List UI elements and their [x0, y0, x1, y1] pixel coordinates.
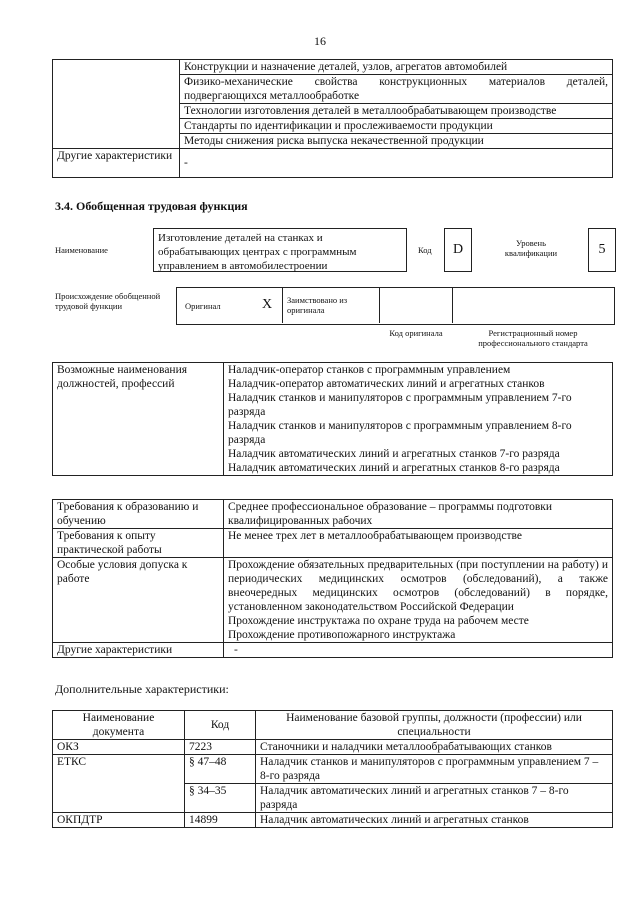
header-code: Код: [185, 711, 256, 740]
position-item: Наладчик станков и манипуляторов с программным управлением 7-го разряда: [228, 392, 572, 418]
requirement-value: -: [224, 643, 613, 658]
other-characteristics-value: -: [180, 149, 613, 178]
code-caption: Код оригинала: [389, 328, 443, 338]
knowledge-row: Стандарты по идентификации и прослеживаемости продукции: [180, 119, 613, 134]
requirement-line: Прохождение обязательных предварительных (при поступлении на работу) и периодических медицинских осмотров (обследований), а также внеочередных медицинских осмотров (обследований) в порядке, установленном законодательством Российской Федерации: [228, 559, 608, 613]
okz-name: Станочники и наладчики металлообрабатывающих станков: [256, 740, 613, 755]
name-label: Наименование: [55, 245, 108, 255]
requirements-table: [52, 499, 613, 658]
positions-label: Возможные наименования должностей, профессий: [53, 363, 224, 476]
origin-divider: [452, 287, 453, 323]
requirement-value: Не менее трех лет в металлообрабатывающем производстве: [224, 529, 613, 558]
okz-doc: ОКЗ: [53, 740, 185, 755]
requirement-line: Прохождение инструктажа по охране труда на рабочем месте: [228, 615, 529, 627]
origin-divider: [282, 287, 283, 323]
position-item: Наладчик автоматических линий и агрегатных станков 7-го разряда: [228, 448, 560, 460]
requirement-value: Среднее профессиональное образование – программы подготовки квалифицированных рабочих: [224, 500, 613, 529]
requirement-value: [224, 558, 613, 643]
code-value-box: D: [444, 228, 472, 272]
requirement-label: Особые условия допуска к работе: [53, 558, 224, 643]
etks-name: Наладчик станков и манипуляторов с программным управлением 7 – 8-го разряда: [256, 755, 613, 784]
okpdtr-name: Наладчик автоматических линий и агрегатных станков: [256, 813, 613, 828]
section-title: 3.4. Обобщенная трудовая функция: [55, 199, 248, 213]
etks-name: Наладчик автоматических линий и агрегатных станков 7 – 8-го разряда: [256, 784, 613, 813]
okz-code: 7223: [185, 740, 256, 755]
knowledge-label-cell: [53, 60, 180, 149]
knowledge-row: Физико-механические свойства конструкционных материалов деталей, подвергающихся металлообработке: [180, 75, 613, 104]
okpdtr-doc: ОКПДТР: [53, 813, 185, 828]
etks-code: § 47–48: [185, 755, 256, 784]
other-characteristics-label: Другие характеристики: [53, 149, 180, 178]
origin-divider: [379, 287, 380, 323]
borrowed-label: Заимствовано из оригинала: [287, 295, 348, 315]
knowledge-row: Методы снижения риска выпуска некачественной продукции: [180, 134, 613, 149]
positions-list: [224, 363, 613, 476]
knowledge-row: Технологии изготовления деталей в металлообрабатывающем производстве: [180, 104, 613, 119]
header-name: Наименование базовой группы, должности (профессии) или специальности: [256, 711, 613, 740]
knowledge-row: Конструкции и назначение деталей, узлов, агрегатов автомобилей: [180, 60, 613, 75]
requirement-label: Другие характеристики: [53, 643, 224, 658]
origin-frame: [176, 287, 615, 325]
etks-code: § 34–35: [185, 784, 256, 813]
position-item: Наладчик автоматических линий и агрегатных станков 8-го разряда: [228, 462, 560, 474]
additional-table: [52, 710, 613, 828]
original-label: Оригинал: [185, 301, 221, 311]
header-doc: Наименование документа: [53, 711, 185, 740]
position-item: Наладчик-оператор станков с программным управлением: [228, 364, 511, 376]
code-label: Код: [418, 245, 432, 255]
function-name-box: Изготовление деталей на станках и обрабатывающих центрах с программным управлением в автомобилестроении: [153, 228, 407, 272]
original-mark: X: [262, 297, 273, 312]
level-value-box: 5: [588, 228, 616, 272]
level-label: Уровень квалификации: [504, 238, 558, 258]
positions-table: [52, 362, 613, 476]
etks-doc: ЕТКС: [53, 755, 185, 813]
origin-label: Происхождение обобщенной трудовой функции: [55, 291, 161, 311]
okpdtr-code: 14899: [185, 813, 256, 828]
knowledge-table: [52, 59, 613, 178]
requirement-label: Требования к образованию и обучению: [53, 500, 224, 529]
additional-title: Дополнительные характеристики:: [55, 682, 229, 696]
requirement-label: Требования к опыту практической работы: [53, 529, 224, 558]
requirement-line: Прохождение противопожарного инструктажа: [228, 629, 456, 641]
reg-caption: Регистрационный номер профессионального стандарта: [478, 328, 588, 348]
position-item: Наладчик станков и манипуляторов с программным управлением 8-го разряда: [228, 420, 572, 446]
position-item: Наладчик-оператор автоматических линий и агрегатных станков: [228, 378, 545, 390]
page-number: 16: [314, 34, 326, 48]
